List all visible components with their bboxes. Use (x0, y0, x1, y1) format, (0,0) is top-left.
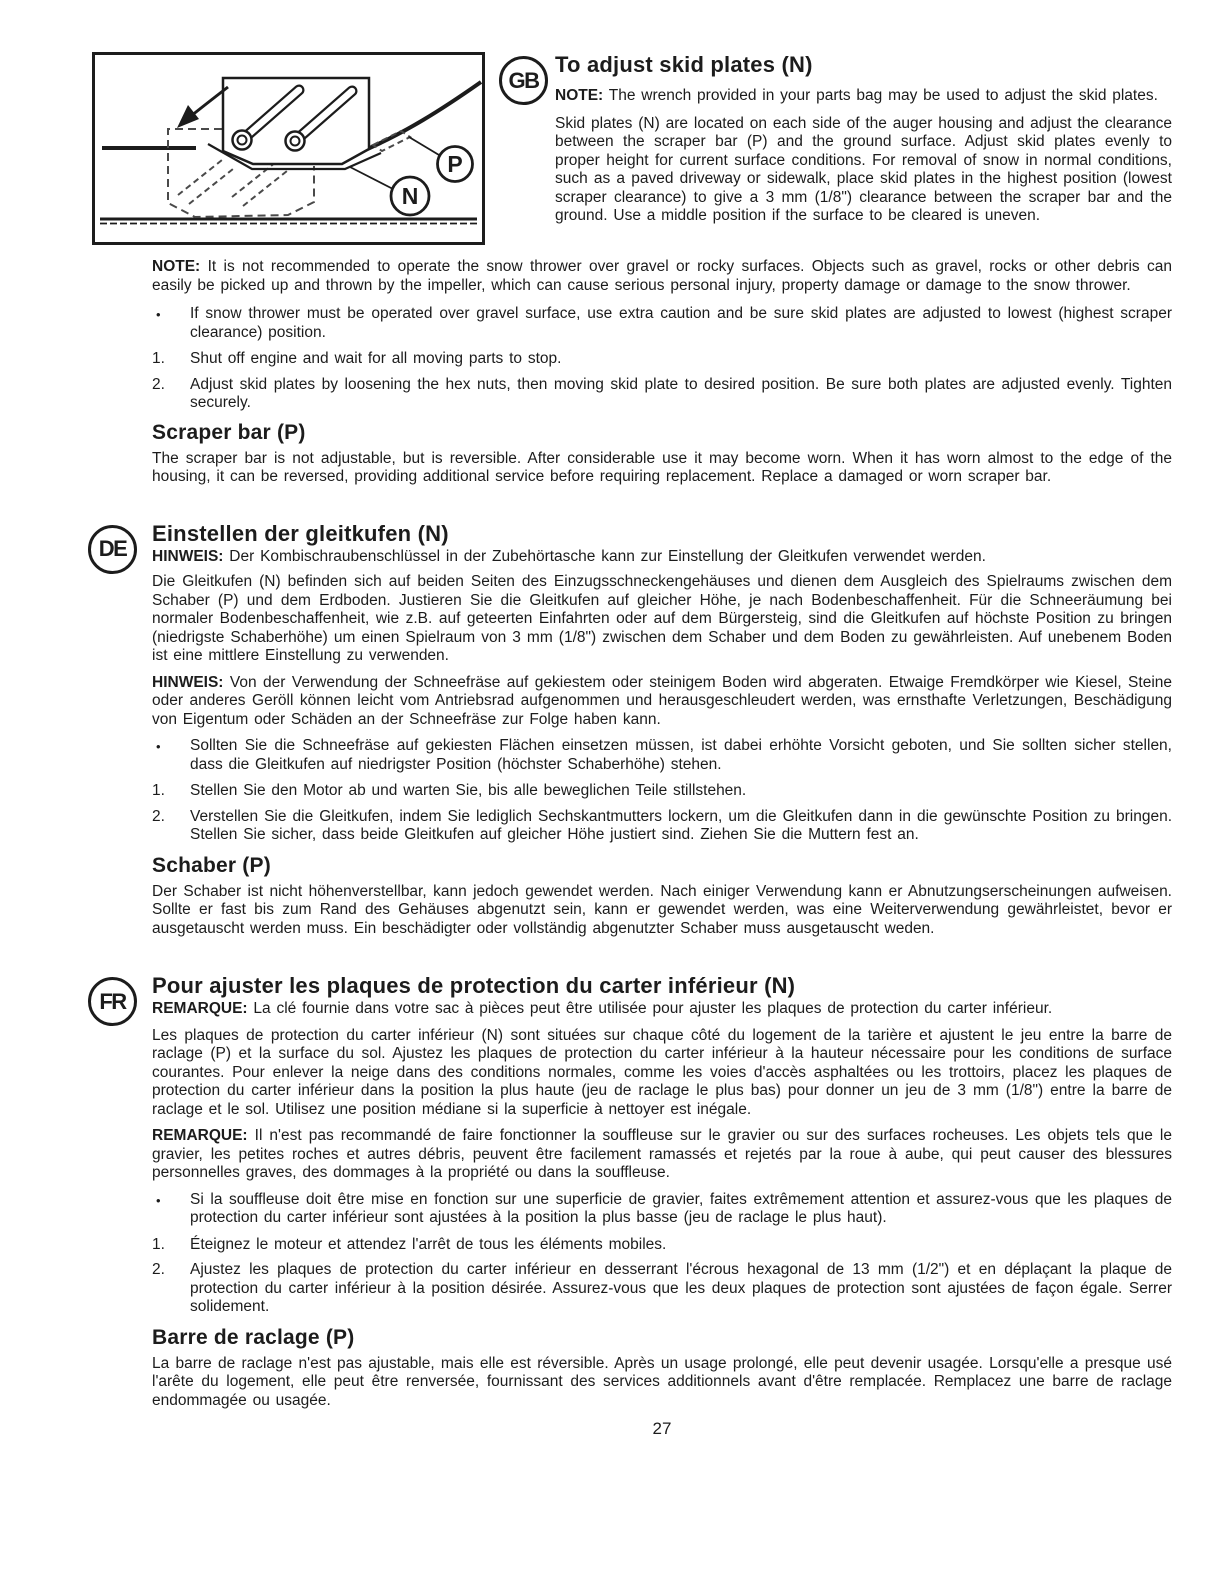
section-english-main (152, 258, 1172, 487)
section-title-fr: Pour ajuster les plaques de protection du carter inférieur (N) (152, 973, 796, 998)
main-content (98, 258, 1172, 1439)
section-french (99, 973, 1172, 1410)
body-paragraph-de: Die Gleitkufen (N) befinden sich auf beiden Seiten des Einzugsschneckengehäuses und dienen dem Ausgleich des Spielraums zwischen dem Schaber (P) und dem Erdboden. Justieren Sie die Gleitkufen auf gleicher Höhe, je nach Bodenbeschaffenheit. Für die Schneeräumung bei normaler Bodenbeschaffenheit, wie z.B. auf geteerten Einfahrten oder auf dem Bürgersteig, sind die Gleitkufen auf höchste Position zu bringen (niedrigste Schaberhöhe) um einen Spielraum von 3 mm (1/8") zwischen dem Schaber und dem Boden zu gewährleisten. Auf unebenem Boden ist eine mittlere Einstellung zu verwenden. (152, 573, 1172, 664)
note-label-en: NOTE: (555, 87, 604, 104)
hex-nut-1-center (238, 136, 247, 145)
bullet-text-de: Sollten Sie die Schneefräse auf gekiesten Flächen einsetzen müssen, ist dabei erhöhte Vorsicht geboten, und Sie sollten sicher stellen, dass die Gleitkufen auf niedrigster Position (höchster Schaberhöhe) stehen. (190, 737, 1172, 773)
label-n-text: N (401, 183, 419, 209)
section-english-intro (555, 52, 1172, 226)
step-item-en-2 (152, 376, 1172, 413)
note-paragraph-de (152, 548, 1172, 567)
lang-badge-fr (88, 977, 137, 1026)
subsection-title-fr: Barre de raclage (P) (152, 1325, 355, 1349)
lang-badge-gb (499, 56, 548, 105)
lang-badge-de (88, 525, 137, 574)
note-paragraph-fr (152, 1000, 1172, 1019)
bullet-item-de (152, 737, 1172, 774)
step-text-fr-2: Ajustez les plaques de protection du carter inférieur en desserrant l'écrous hexagonal de 13 mm (1/2") et en déplaçant la plaque de protection du carter inférieur à la position désirée. Assurez-vous que les deux plaques de protection sont ajustées de façon égale. Serrer solidement. (190, 1261, 1172, 1315)
bullet-marker: • (156, 739, 161, 754)
body-paragraph-fr: Les plaques de protection du carter inférieur (N) sont situées sur chaque côté du logement de la tarière et ajustent le jeu entre la barre de raclage (P) et la surface du sol. Ajustez les plaques de protection du carter inférieur à la hauteur nécessaire pour les conditions de surface courantes. Pour enlever la neige dans des conditions normales, comme les voies d'accès asphaltées ou les trottoirs, placez les plaques de protection du carter inférieur dans la position la plus haute (jeu de raclage le plus bas) pour donner un jeu de 3 mm (1/8") entre la barre de raclage et le sol. Utilisez une position médiane si la superficie à nettoyer est inégale. (152, 1026, 1172, 1118)
note2-paragraph-de (152, 674, 1172, 730)
section-title-de: Einstellen der gleitkufen (N) (152, 520, 449, 546)
page-number: 27 (652, 1419, 672, 1438)
step-number: 1. (152, 350, 165, 367)
hex-nut-2-center (291, 137, 300, 146)
skid-plate-diagram (92, 52, 485, 250)
body-paragraph-en: Skid plates (N) are located on each side of the auger housing and adjust the clearance between the scraper bar (P) and the ground surface. Adjust skid plates evenly to proper height for current surface conditions. For removal of snow in normal conditions, such as a paved driveway or sidewalk, place skid plates in the highest position (lowest scraper clearance) to give a 3 mm (1/8") clearance between the scraper bar and the ground. Use a middle position if the surface to be cleared is uneven. (555, 114, 1172, 224)
note2-text-fr: Il n'est pas recommandé de faire fonctionner la souffleuse sur le gravier ou sur des surfaces rocheuses. Les objets tels que le gravier, les petites roches et autres débris, peuvent être facilement ramassés et rejetés par la roue à aube, qui peut causer des blessures personnelles graves, des dommages à la propriété ou dans la souffleuse. (152, 1127, 1172, 1181)
subsection-title-de: Schaber (P) (152, 853, 271, 877)
skid-plate-diagram-svg (92, 52, 485, 245)
note-text-de: Der Kombischraubenschlüssel in der Zubehörtasche kann zur Einstellung der Gleitkufen verwendet werden. (229, 547, 986, 565)
step-number: 1. (152, 782, 165, 799)
bullet-marker: • (156, 307, 161, 322)
section-german (98, 520, 1172, 939)
step-item-fr-1 (152, 1236, 1172, 1255)
step-item-en-1 (152, 350, 1172, 369)
note-text-fr: La clé fournie dans votre sac à pièces peut être utilisée pour ajuster les plaques de protection du carter inférieur. (253, 1000, 1053, 1017)
note2-label-fr: REMARQUE: (152, 1127, 248, 1144)
step-text-en-1: Shut off engine and wait for all moving parts to stop. (190, 350, 562, 367)
step-number: 1. (152, 1235, 165, 1253)
step-number: 2. (152, 1261, 165, 1278)
lang-badge-fr-text: FR (99, 988, 126, 1014)
note2-text-en: It is not recommended to operate the snow thrower over gravel or rocky surfaces. Objects such as gravel, rocks or other debris can easily be picked up and thrown by the impeller, which can cause serious personal injury, property damage or damage to the snow thrower. (152, 258, 1172, 294)
note2-label-de: HINWEIS: (152, 673, 224, 691)
note-label-fr: REMARQUE: (152, 1000, 248, 1017)
subsection-body-fr: La barre de raclage n'est pas ajustable, mais elle est réversible. Après un usage prolongé, elle peut devenir usagée. Lorsqu'elle a presque usé l'arête du logement, elle peut être renversée, fournissant des services additionnels avant d'être remplacée. Remplacez une barre de raclage endommagée ou usagée. (152, 1354, 1172, 1409)
note2-paragraph-fr (152, 1127, 1172, 1183)
note-text-en: The wrench provided in your parts bag may be used to adjust the skid plates. (608, 87, 1158, 104)
note2-text-de: Von der Verwendung der Schneefräse auf gekiestem oder steinigem Boden wird abgeraten. Etwaige Fremdkörper wie Kiesel, Steine oder anderes Geröll können leicht vom Antriebsrad aufgenommen und herausgeschleudert werden, was ernsthafte Verletzungen, Beschädigung von Eigentum oder Schäden an der Schneefräse zur Folge haben kann. (152, 673, 1172, 728)
label-p-text: P (447, 151, 463, 177)
step-text-fr-1: Éteignez le moteur et attendez l'arrêt de tous les éléments mobiles. (190, 1235, 667, 1253)
note2-paragraph-en (152, 258, 1172, 295)
note2-label-en: NOTE: (152, 258, 201, 275)
step-number: 2. (152, 375, 165, 393)
bullet-item-en (152, 305, 1172, 342)
subsection-body-de: Der Schaber ist nicht höhenverstellbar, kann jedoch gewendet werden. Nach einiger Verwendung kann er Abnutzungserscheinungen aufweisen. Sollte er fast bis zum Rand des Gehäuses abgenutzt sein, kann er gewendet werden, was eine Weiterverwendung gewährleistet, bevor er ausgetauscht werden muss. Ein beschädigter oder vollständig abgenutzter Schaber muss ausgetauscht weden. (152, 882, 1172, 937)
step-item-fr-2 (152, 1261, 1172, 1317)
bullet-text-en: If snow thrower must be operated over gravel surface, use extra caution and be sure skid plates are adjusted to lowest (highest scraper clearance) position. (190, 305, 1172, 341)
step-text-de-2: Verstellen Sie die Gleitkufen, indem Sie lediglich Sechskantmutters lockern, um die Gleitkufen dann in die gewünschte Position zu bringen. Stellen Sie sicher, dass beide Gleitkufen auf gleicher Höhe justiert sind. Ziehen Sie die Muttern fest an. (190, 807, 1172, 843)
lang-badge-de-text: DE (98, 536, 127, 561)
note-label-de: HINWEIS: (152, 547, 224, 565)
subsection-body-en: The scraper bar is not adjustable, but is reversible. After considerable use it may become worn. When it has worn almost to the edge of the housing, it can be reversed, providing additional service before requiring replacement. Replace a damaged or worn scraper bar. (152, 449, 1172, 485)
bullet-item-fr (152, 1191, 1172, 1228)
note-paragraph-en (555, 87, 1172, 106)
subsection-title-en: Scraper bar (P) (152, 420, 306, 444)
bullet-marker: • (156, 1192, 161, 1208)
lang-badge-gb-text: GB (508, 67, 539, 93)
step-item-de-1 (152, 782, 1172, 801)
step-item-de-2 (152, 808, 1172, 845)
step-number: 2. (152, 807, 165, 825)
bullet-text-fr: Si la souffleuse doit être mise en fonction sur une superficie de gravier, faites extrêmement attention et assurez-vous que les plaques de protection du carter inférieur sont ajustées à la position la plus basse (jeu de raclage le plus haut). (190, 1190, 1172, 1226)
step-text-en-2: Adjust skid plates by loosening the hex nuts, then moving skid plate to desired position. Be sure both plates are adjusted evenly. Tighten securely. (190, 375, 1172, 411)
section-title-en: To adjust skid plates (N) (555, 52, 813, 77)
step-text-de-1: Stellen Sie den Motor ab und warten Sie, bis alle beweglichen Teile stillstehen. (190, 782, 747, 799)
